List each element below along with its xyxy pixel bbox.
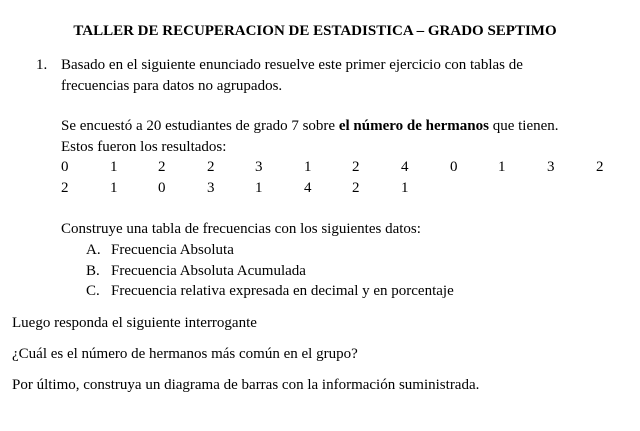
data-value: 4 [401, 159, 409, 175]
exercise-intro-line2: frecuencias para datos no agrupados. [61, 78, 283, 94]
survey-text-bold: el número de hermanos [338, 118, 489, 134]
results-label: Estos fueron los resultados: [61, 139, 227, 155]
subitem-text-a: Frecuencia Absoluta [111, 242, 234, 258]
data-value: 1 [401, 180, 409, 196]
data-value: 2 [158, 159, 166, 175]
data-value: 2 [207, 159, 215, 175]
table-instruction: Construye una tabla de frecuencias con los siguientes datos: [61, 221, 421, 237]
data-value: 1 [110, 159, 118, 175]
data-value: 3 [255, 159, 263, 175]
subitem-text-c: Frecuencia relativa expresada en decimal y en porcentaje [111, 283, 454, 299]
data-value: 3 [207, 180, 215, 196]
data-value: 0 [158, 180, 166, 196]
document-title: TALLER DE RECUPERACION DE ESTADISTICA – GRADO SEPTIMO [73, 23, 557, 39]
data-value: 2 [352, 159, 360, 175]
data-value: 1 [110, 180, 118, 196]
data-value: 2 [61, 180, 69, 196]
exercise-number: 1. [36, 57, 48, 73]
survey-text-before: Se encuestó a 20 estudiantes de grado 7 sobre [61, 118, 339, 134]
data-value: 2 [352, 180, 360, 196]
final-instruction: Por último, construya un diagrama de barras con la información suministrada. [12, 377, 480, 393]
subitem-text-b: Frecuencia Absoluta Acumulada [111, 263, 306, 279]
data-value: 4 [304, 180, 312, 196]
subitem-letter-a: A. [86, 242, 101, 258]
followup-line: Luego responda el siguiente interrogante [12, 315, 257, 331]
data-value: 0 [450, 159, 458, 175]
data-value: 0 [61, 159, 69, 175]
data-value: 1 [498, 159, 506, 175]
survey-statement [61, 118, 559, 135]
data-value: 2 [596, 159, 604, 175]
subitem-letter-c: C. [86, 283, 100, 299]
subitem-letter-b: B. [86, 263, 100, 279]
survey-text-after: que tienen. [488, 118, 559, 134]
data-value: 1 [255, 180, 263, 196]
exercise-intro-line1: Basado en el siguiente enunciado resuelve este primer ejercicio con tablas de [61, 57, 523, 73]
question-line: ¿Cuál es el número de hermanos más común en el grupo? [12, 346, 358, 362]
data-value: 3 [547, 159, 555, 175]
data-value: 1 [304, 159, 312, 175]
